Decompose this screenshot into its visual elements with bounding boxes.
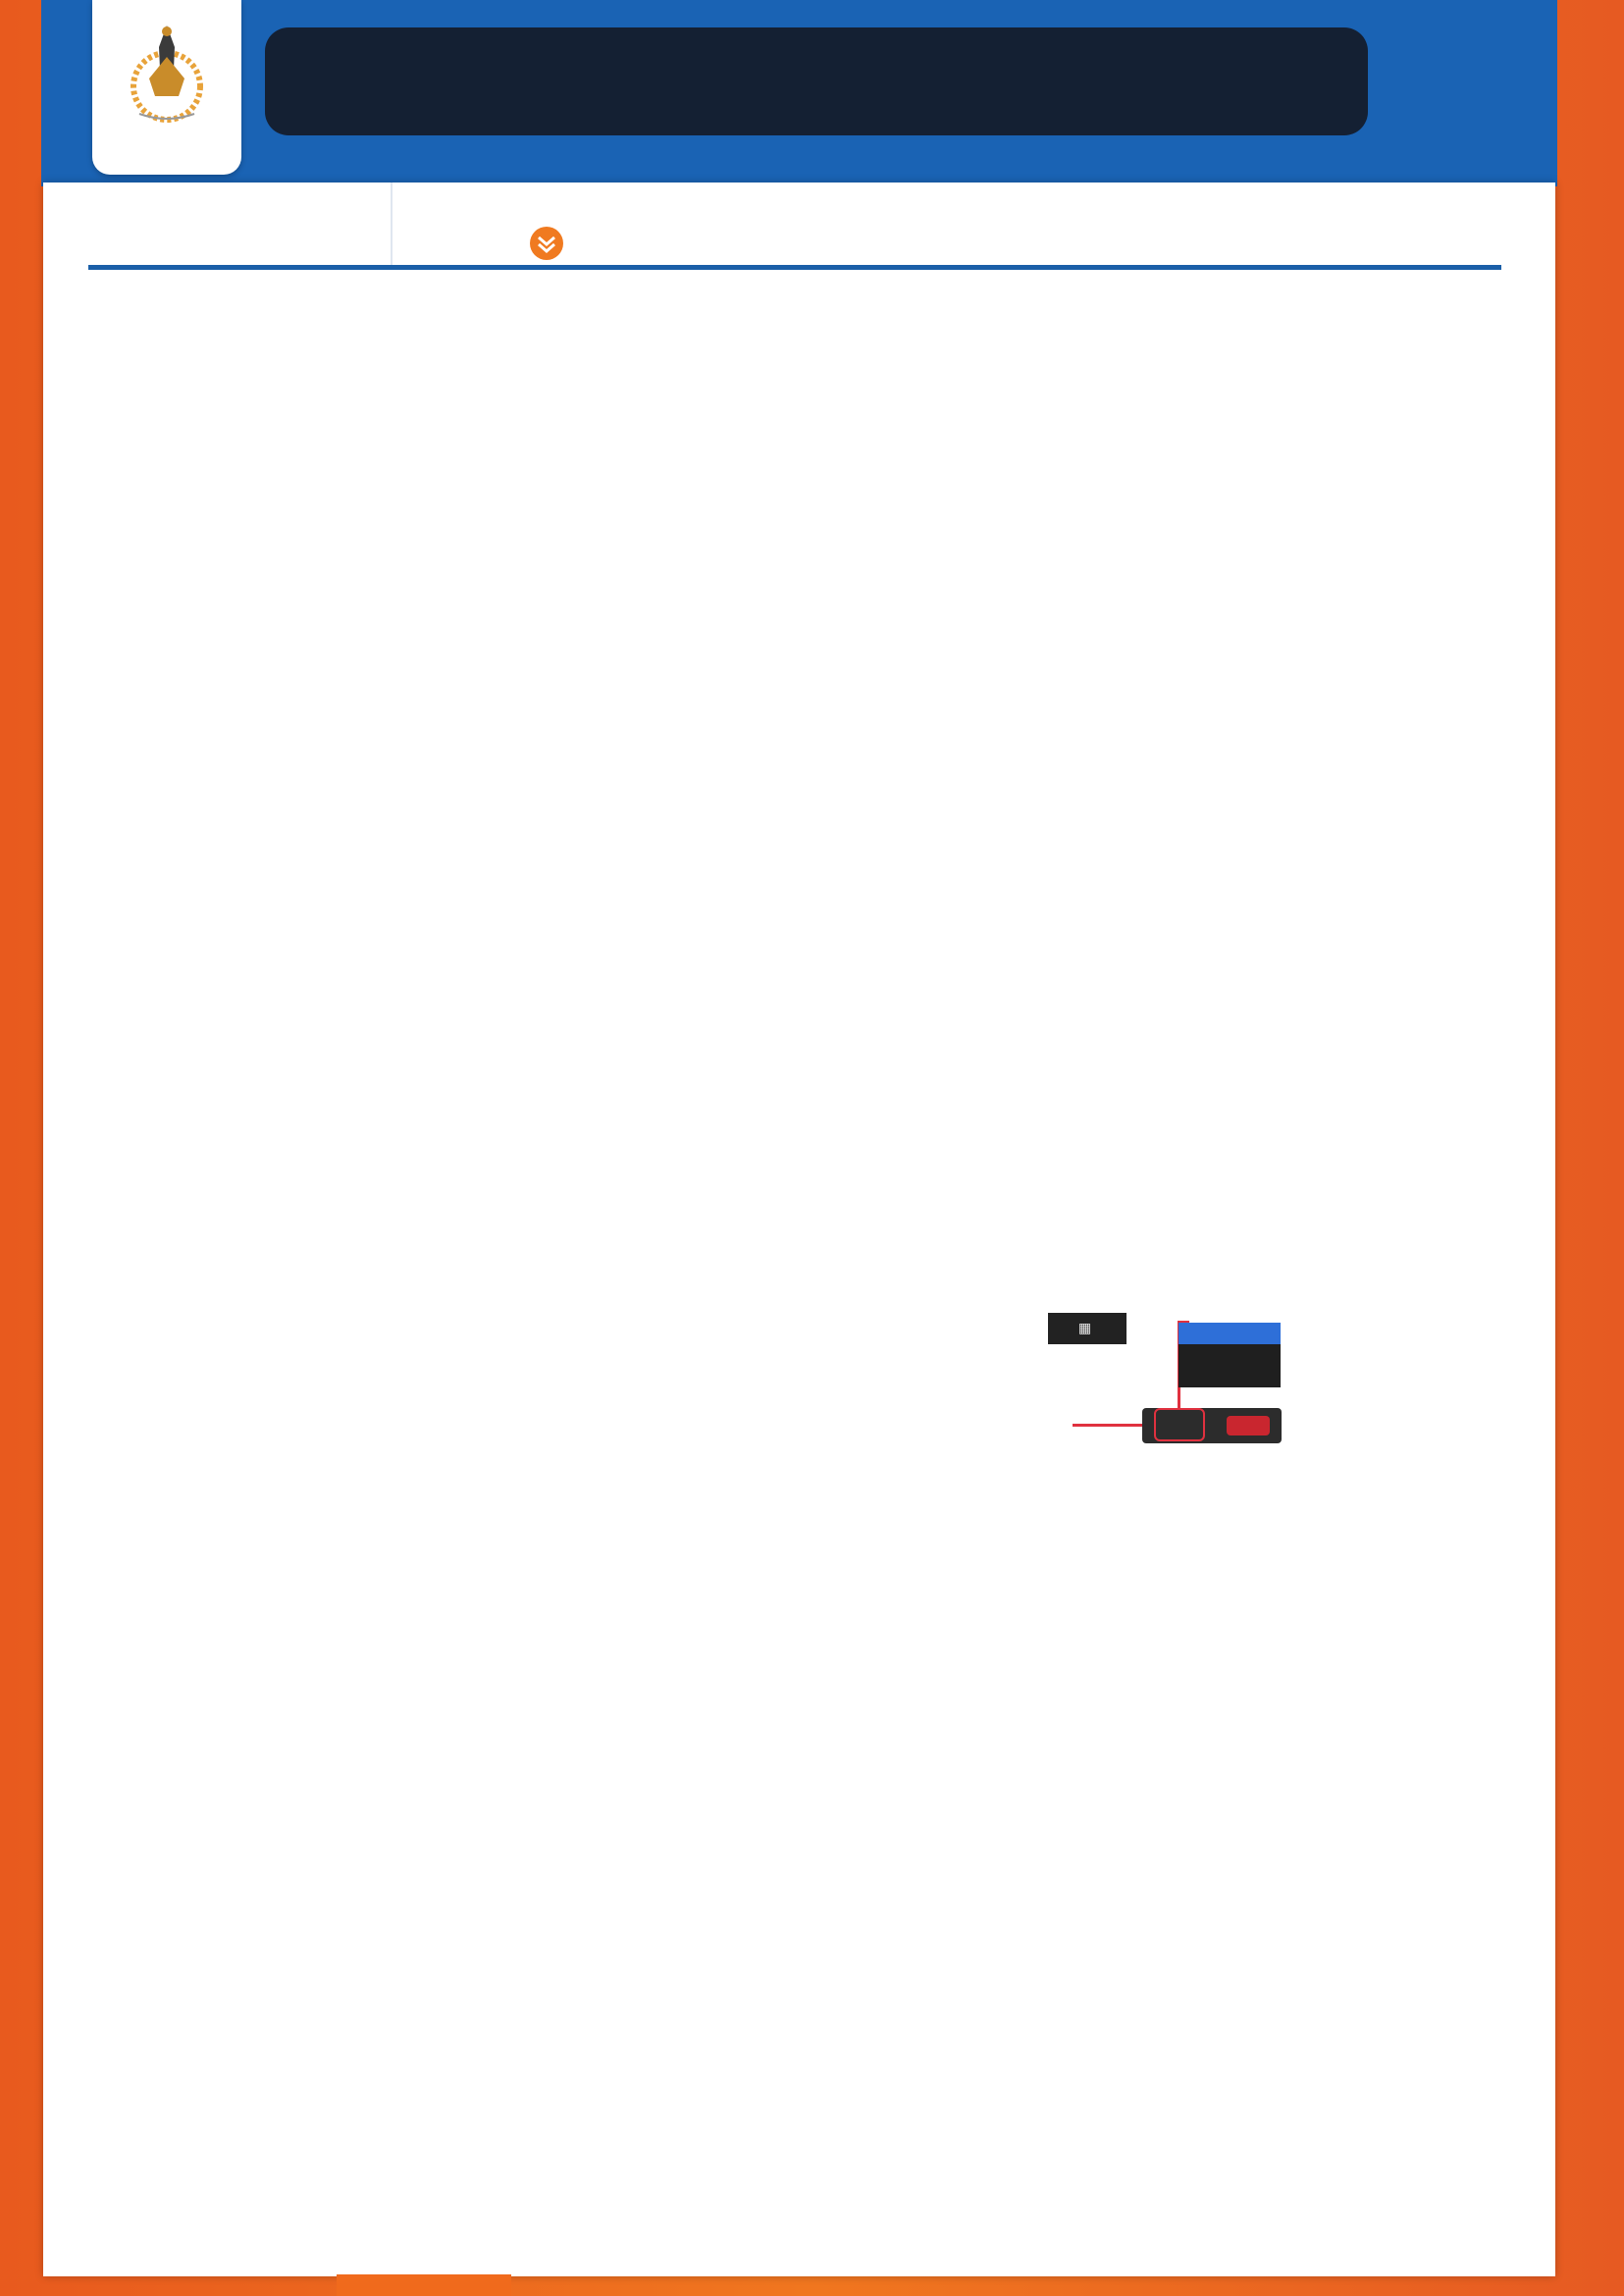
- callout-line: [1073, 1424, 1149, 1427]
- column-divider: [391, 183, 393, 265]
- zoom-more-menu: [1179, 1323, 1281, 1387]
- university-logo: [92, 0, 241, 175]
- bottom-tab: [337, 2274, 511, 2296]
- menu-item-facebook: [1179, 1344, 1281, 1366]
- gallery-view-chip: [1048, 1313, 1126, 1344]
- menu-item-start-focus: [1179, 1323, 1281, 1344]
- emblem-icon: [118, 18, 216, 126]
- end-button: [1227, 1416, 1270, 1435]
- header-rule: [88, 265, 1501, 270]
- chevron-down-icon: [527, 224, 566, 263]
- more-button: [1154, 1408, 1205, 1441]
- guideline-card: [43, 183, 1555, 2276]
- menu-item-youtube: [1179, 1366, 1281, 1387]
- grid-icon: ▦: [1077, 1321, 1092, 1336]
- page-title: [265, 27, 1368, 135]
